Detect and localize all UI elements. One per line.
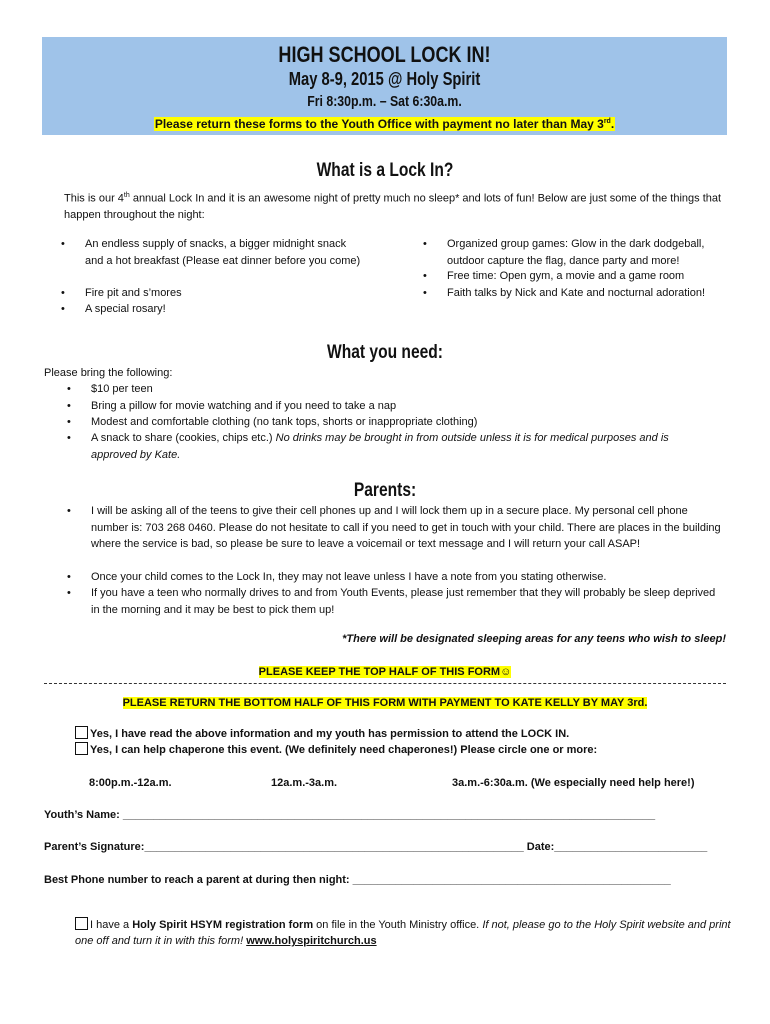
- parent-signature-field[interactable]: Parent’s Signature:______________________________________________________________ Date:_________________________: [44, 841, 708, 853]
- event-time: Fri 8:30p.m. – Sat 6:30a.m.: [307, 93, 462, 110]
- chaperone-checkbox[interactable]: [75, 742, 88, 755]
- list-item: • A snack to share (cookies, chips etc.) No drinks may be brought in from outside unless it is for medical purposes and is approved by Kate.: [91, 430, 716, 463]
- consent-option[interactable]: Yes, I have read the above information and my youth has permission to attend the LOCK IN.: [75, 726, 725, 742]
- list-item: • Fire pit and s’mores: [85, 285, 365, 302]
- return-notice: Please return these forms to the Youth Office with payment no later than May 3rd.: [154, 117, 615, 131]
- list-item: • Faith talks by Nick and Kate and nocturnal adoration!: [447, 285, 732, 302]
- registration-option[interactable]: I have a Holy Spirit HSYM registration form on file in the Youth Ministry office. If not, please go to the Holy Spirit website and print one off and turn it in with this form! www.holyspiritchurch.us: [75, 919, 731, 947]
- list-item: • If you have a teen who normally drives to and from Youth Events, please just remember that they will probably be sleep deprived in the morning and it may be best to pick them up!: [91, 585, 726, 618]
- list-item: • A special rosary!: [85, 301, 365, 318]
- list-item: • Bring a pillow for movie watching and if you need to take a nap: [91, 398, 711, 415]
- shift-option[interactable]: 12a.m.-3a.m.: [271, 777, 338, 789]
- list-item: • An endless supply of snacks, a bigger midnight snack and a hot breakfast (Please eat dinner before you come): [85, 236, 365, 269]
- list-item: • I will be asking all of the teens to give their cell phones up and I will lock them up in a secure place. My personal cell phone number is: 703 268 0460. Please do not hesitate to call if you need to get in touch with your child. There are places in the building where the service is bad, so please be sure to leave a voicemail or text message and I will return your call ASAP!: [91, 503, 726, 553]
- list-item: • Once your child comes to the Lock In, they may not leave unless I have a note from you stating otherwise.: [91, 569, 726, 586]
- return-bottom-notice: PLEASE RETURN THE BOTTOM HALF OF THIS FORM WITH PAYMENT TO KATE KELLY BY MAY 3rd.: [122, 697, 648, 709]
- list-item: • Modest and comfortable clothing (no tank tops, shorts or inappropriate clothing): [91, 414, 711, 431]
- cut-line: [44, 683, 726, 684]
- shift-option[interactable]: 8:00p.m.-12a.m.: [89, 777, 172, 789]
- youth-name-field[interactable]: Youth’s Name: _______________________________________________________________________________________: [44, 809, 656, 821]
- shift-option[interactable]: 3a.m.-6:30a.m. (We especially need help here!): [452, 777, 695, 789]
- phone-field[interactable]: Best Phone number to reach a parent at during then night: ____________________________________________________: [44, 874, 671, 886]
- smiley-icon: ☺: [500, 666, 512, 678]
- what-is-heading: What is a Lock In?: [316, 160, 454, 181]
- what-is-intro: This is our 4th annual Lock In and it is an awesome night of pretty much no sleep* and lots of fun! Below are just some of the things that happen throughout the night:: [64, 192, 722, 221]
- list-item: • Organized group games: Glow in the dark dodgeball, outdoor capture the flag, dance party and more!: [447, 236, 732, 269]
- keep-top-notice: PLEASE KEEP THE TOP HALF OF THIS FORM☺: [258, 666, 512, 678]
- consent-checkbox[interactable]: [75, 726, 88, 739]
- website-link[interactable]: www.holyspiritchurch.us: [246, 935, 377, 947]
- list-item: • Free time: Open gym, a movie and a game room: [447, 268, 732, 285]
- list-item: • $10 per teen: [91, 381, 711, 398]
- chaperone-option[interactable]: Yes, I can help chaperone this event. (We definitely need chaperones!) Please circle one or more:: [75, 742, 725, 758]
- bring-intro: Please bring the following:: [44, 367, 173, 379]
- header-banner: [42, 37, 727, 135]
- what-you-need-heading: What you need:: [326, 342, 443, 363]
- event-date: May 8-9, 2015 @ Holy Spirit: [288, 69, 481, 89]
- registration-checkbox[interactable]: [75, 917, 88, 930]
- page-title: HIGH SCHOOL LOCK IN!: [278, 42, 491, 67]
- parents-heading: Parents:: [353, 480, 417, 501]
- sleep-note: *There will be designated sleeping areas for any teens who wish to sleep!: [342, 633, 726, 645]
